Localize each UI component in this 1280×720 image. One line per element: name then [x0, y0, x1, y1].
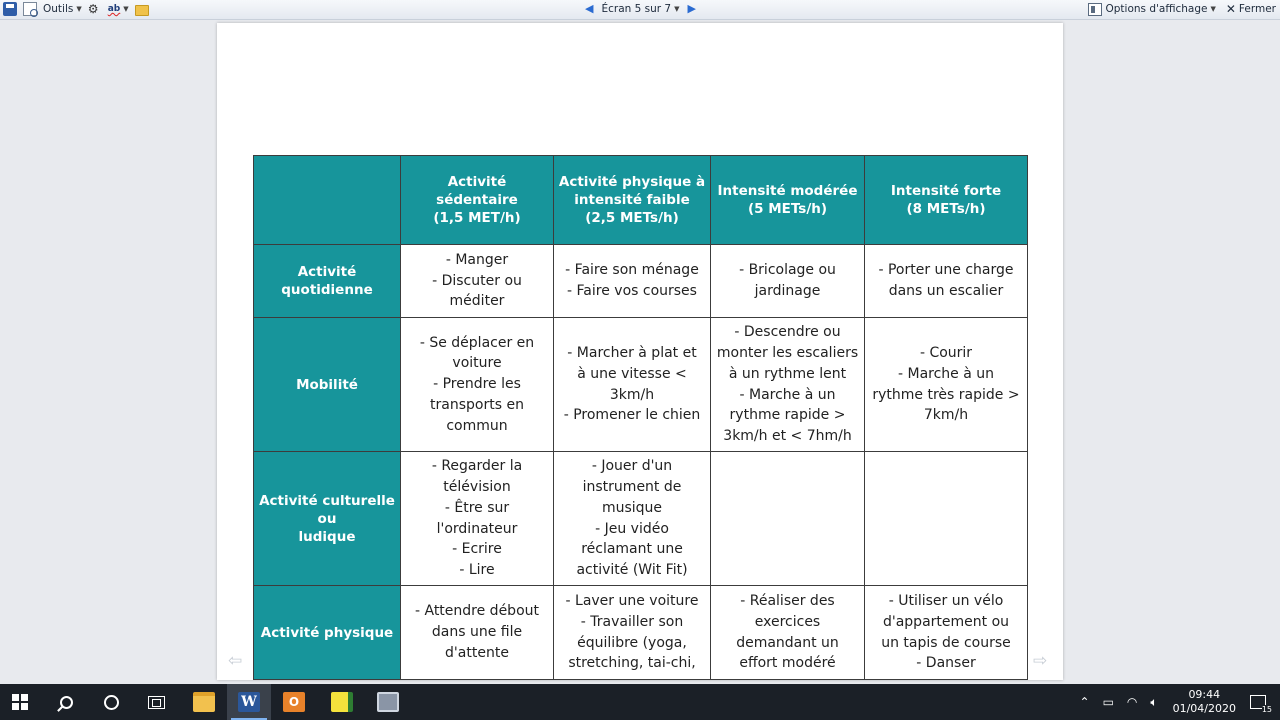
column-header	[554, 156, 711, 245]
table-row	[254, 318, 1028, 452]
cell-text-line: voiture	[452, 355, 502, 372]
cell-text-line: à une vitesse <	[577, 365, 687, 382]
sticky-notes-button[interactable]	[320, 684, 364, 720]
cell-text-line: instrument de	[582, 479, 682, 496]
cortana-icon	[104, 695, 119, 710]
cell-text-line: - Faire vos courses	[567, 283, 697, 299]
cell-text-line: (2,5 METs/h)	[585, 210, 679, 226]
cell-text-line: - Marche à un	[739, 386, 836, 403]
cell-text-line: rythme rapide >	[729, 407, 846, 424]
row-header	[254, 586, 401, 680]
toolbar-right-group	[1088, 2, 1276, 16]
row-header	[254, 318, 401, 452]
cell-text-line: - Réaliser des	[740, 593, 835, 610]
windows-taskbar	[0, 684, 1280, 720]
cell-text-line: (8 METs/h)	[906, 201, 986, 217]
cell-text-line: Activité quotidienne	[281, 264, 373, 298]
table-row	[254, 586, 1028, 680]
tools-menu-label: Outils	[43, 3, 74, 15]
outlook-icon: O	[283, 692, 305, 712]
cell-text-line: Intensité modérée	[717, 183, 858, 199]
cell-text-line: Activité physique à	[558, 174, 706, 190]
outlook-button[interactable]	[272, 684, 316, 720]
cell-text-line: jardinage	[754, 283, 821, 299]
save-icon[interactable]	[3, 2, 17, 16]
cell-text-line: - Promener le chien	[563, 407, 701, 424]
cell-text-line: - Être sur	[444, 499, 510, 516]
table-cell[interactable]	[401, 452, 554, 586]
system-tray	[1080, 684, 1280, 720]
cell-text-line: musique	[601, 499, 663, 516]
chevron-up-icon[interactable]: ⌃	[1079, 695, 1090, 709]
table-cell[interactable]	[554, 318, 711, 452]
folder-icon	[193, 692, 215, 712]
word-icon: W	[238, 692, 260, 712]
cell-text-line: - Laver une voiture	[565, 593, 699, 610]
cell-text-line: effort modéré	[739, 655, 836, 672]
cell-text-line: - Manger	[445, 251, 509, 268]
table-cell[interactable]	[401, 318, 554, 452]
cell-text-line: transports en	[430, 396, 524, 413]
search-icon	[60, 696, 73, 709]
wifi-icon[interactable]: ◠	[1126, 695, 1138, 709]
cell-text-line: - Bricolage ou	[739, 262, 836, 279]
chevron-down-icon: ▼	[76, 5, 82, 13]
table-cell[interactable]	[554, 586, 711, 680]
table-cell[interactable]	[401, 245, 554, 318]
notification-center-button[interactable]	[1250, 695, 1272, 714]
spelling-icon: ab	[107, 4, 121, 14]
cell-text-line: télévision	[443, 479, 511, 496]
met-activity-table	[253, 155, 1028, 680]
cell-text-line: activité (Wit Fit)	[576, 561, 688, 578]
cell-text-line: Mobilité	[296, 376, 358, 393]
table-cell[interactable]	[711, 586, 865, 680]
cell-text-line: Activité culturelle ou	[259, 492, 395, 527]
previous-page-arrow-icon[interactable]: ⇦	[228, 651, 243, 671]
table-row	[254, 245, 1028, 318]
document-page	[217, 23, 1063, 680]
cell-text-line: dans une file	[431, 624, 523, 641]
cell-text-line: - Regarder la	[431, 458, 523, 475]
screen-indicator: Écran 5 sur 7	[601, 2, 672, 15]
search-button[interactable]	[46, 684, 86, 720]
word-button[interactable]	[227, 684, 271, 720]
cell-text-line: Activité sédentaire	[436, 174, 518, 208]
previous-screen-icon[interactable]: ◀	[585, 2, 594, 15]
task-view-button[interactable]	[136, 684, 176, 720]
screen-selector[interactable]	[601, 3, 679, 15]
start-button[interactable]	[0, 684, 40, 720]
cell-text-line: Intensité forte	[890, 183, 1002, 199]
column-header	[865, 156, 1028, 245]
table-row	[254, 452, 1028, 586]
cell-text-line: - Discuter ou	[432, 272, 522, 289]
clock-date: 01/04/2020	[1172, 702, 1236, 715]
cell-text-line: - Jeu vidéo	[595, 520, 669, 537]
cell-text-line: rythme très rapide >	[872, 386, 1020, 403]
spelling-button[interactable]	[108, 4, 129, 14]
table-cell[interactable]	[554, 245, 711, 318]
cell-text-line: 3km/h	[609, 386, 655, 403]
cell-text-line: - Travailler son	[580, 613, 684, 630]
clock[interactable]	[1173, 688, 1236, 716]
table-cell[interactable]	[711, 452, 865, 586]
chevron-down-icon: ▼	[123, 5, 129, 13]
cell-text-line: - Descendre ou	[734, 324, 841, 341]
cell-text-line: équilibre (yoga,	[577, 634, 687, 651]
close-label: Fermer	[1238, 3, 1276, 15]
cell-text-line: intensité faible	[574, 192, 690, 208]
table-cell[interactable]	[401, 586, 554, 680]
cell-text-line: monter les escaliers	[716, 345, 859, 362]
cell-text-line: dans un escalier	[888, 283, 1004, 299]
cell-text-line: à un rythme lent	[728, 365, 847, 382]
toolbar-left-group	[3, 2, 149, 16]
close-button[interactable]	[1226, 2, 1276, 16]
print-preview-icon[interactable]	[23, 2, 37, 16]
snipping-tool-icon	[377, 692, 399, 712]
cell-text-line: exercices	[754, 613, 821, 630]
cortana-button[interactable]	[91, 684, 131, 720]
sticky-notes-icon	[331, 692, 353, 712]
cell-text-line: - Porter une charge	[878, 262, 1014, 279]
cell-text-line: - Utiliser un vélo	[888, 593, 1004, 610]
clock-time: 09:44	[1188, 688, 1221, 701]
cell-text-line: l'ordinateur	[436, 520, 518, 537]
cell-text-line: - Danser	[916, 655, 976, 672]
close-icon: ✕	[1225, 2, 1236, 16]
tools-menu-button[interactable]	[43, 3, 82, 15]
cell-text-line: - Prendre les	[433, 376, 521, 393]
column-header	[401, 156, 554, 245]
volume-icon[interactable]: 🔈︎	[1150, 694, 1158, 709]
table-header-row	[254, 156, 1028, 245]
task-view-icon	[148, 696, 165, 709]
view-options-icon	[1088, 3, 1102, 16]
table-corner-cell	[254, 156, 401, 245]
file-explorer-button[interactable]	[182, 684, 226, 720]
cell-text-line: 7km/h	[923, 407, 969, 424]
cell-text-line: demandant un	[736, 634, 839, 651]
cell-text-line: - Ecrire	[452, 541, 502, 558]
screen-navigator	[585, 2, 696, 15]
cell-text-line: réclamant une	[581, 541, 683, 558]
windows-logo-icon	[12, 694, 28, 710]
cell-text-line: - Courir	[919, 345, 973, 362]
cell-text-line: méditer	[449, 293, 505, 310]
view-options-button[interactable]	[1088, 3, 1215, 16]
row-header	[254, 452, 401, 586]
cell-text-line: - Jouer d'un	[591, 458, 673, 475]
cell-text-line: - Faire son ménage	[565, 262, 699, 279]
snipping-tool-button[interactable]	[366, 684, 410, 720]
table-cell[interactable]	[865, 452, 1028, 586]
cell-text-line: - Lire	[459, 561, 495, 578]
table-cell[interactable]	[865, 245, 1028, 318]
cell-text-line: Activité physique	[260, 624, 394, 641]
view-options-label: Options d'affichage	[1105, 3, 1208, 15]
table-cell[interactable]	[711, 318, 865, 452]
cell-text-line: stretching, tai-chi,	[568, 655, 696, 672]
cell-text-line: un tapis de course	[881, 634, 1011, 651]
chevron-down-icon: ▼	[674, 4, 680, 13]
translate-icon[interactable]: ⚙	[87, 2, 99, 16]
cell-text-line: (5 METs/h)	[747, 201, 828, 217]
next-page-arrow-icon[interactable]: ⇨	[1033, 651, 1048, 671]
table-cell[interactable]	[865, 586, 1028, 680]
cell-text-line: - Se déplacer en	[419, 334, 535, 351]
cell-text-line: (1,5 MET/h)	[433, 210, 521, 226]
next-screen-icon[interactable]: ▶	[687, 2, 696, 15]
cell-text-line: ludique	[298, 528, 356, 545]
cell-text-line: - Marcher à plat et	[567, 345, 697, 362]
cell-text-line: d'attente	[445, 644, 509, 661]
folder-icon[interactable]	[135, 5, 149, 16]
cell-text-line: - Attendre débout	[414, 603, 539, 620]
notification-count: 15	[1261, 705, 1272, 714]
column-header	[711, 156, 865, 245]
table-cell[interactable]	[554, 452, 711, 586]
table-cell[interactable]	[865, 318, 1028, 452]
table-cell[interactable]	[711, 245, 865, 318]
row-header	[254, 245, 401, 318]
cell-text-line: - Marche à un	[897, 365, 995, 382]
cell-text-line: d'appartement ou	[882, 613, 1010, 630]
cell-text-line: commun	[446, 417, 508, 434]
cell-text-line: 3km/h et < 7hm/h	[723, 427, 852, 444]
reading-mode-toolbar	[0, 0, 1280, 20]
battery-icon[interactable]: ▭	[1102, 695, 1114, 709]
chevron-down-icon: ▼	[1210, 5, 1216, 13]
